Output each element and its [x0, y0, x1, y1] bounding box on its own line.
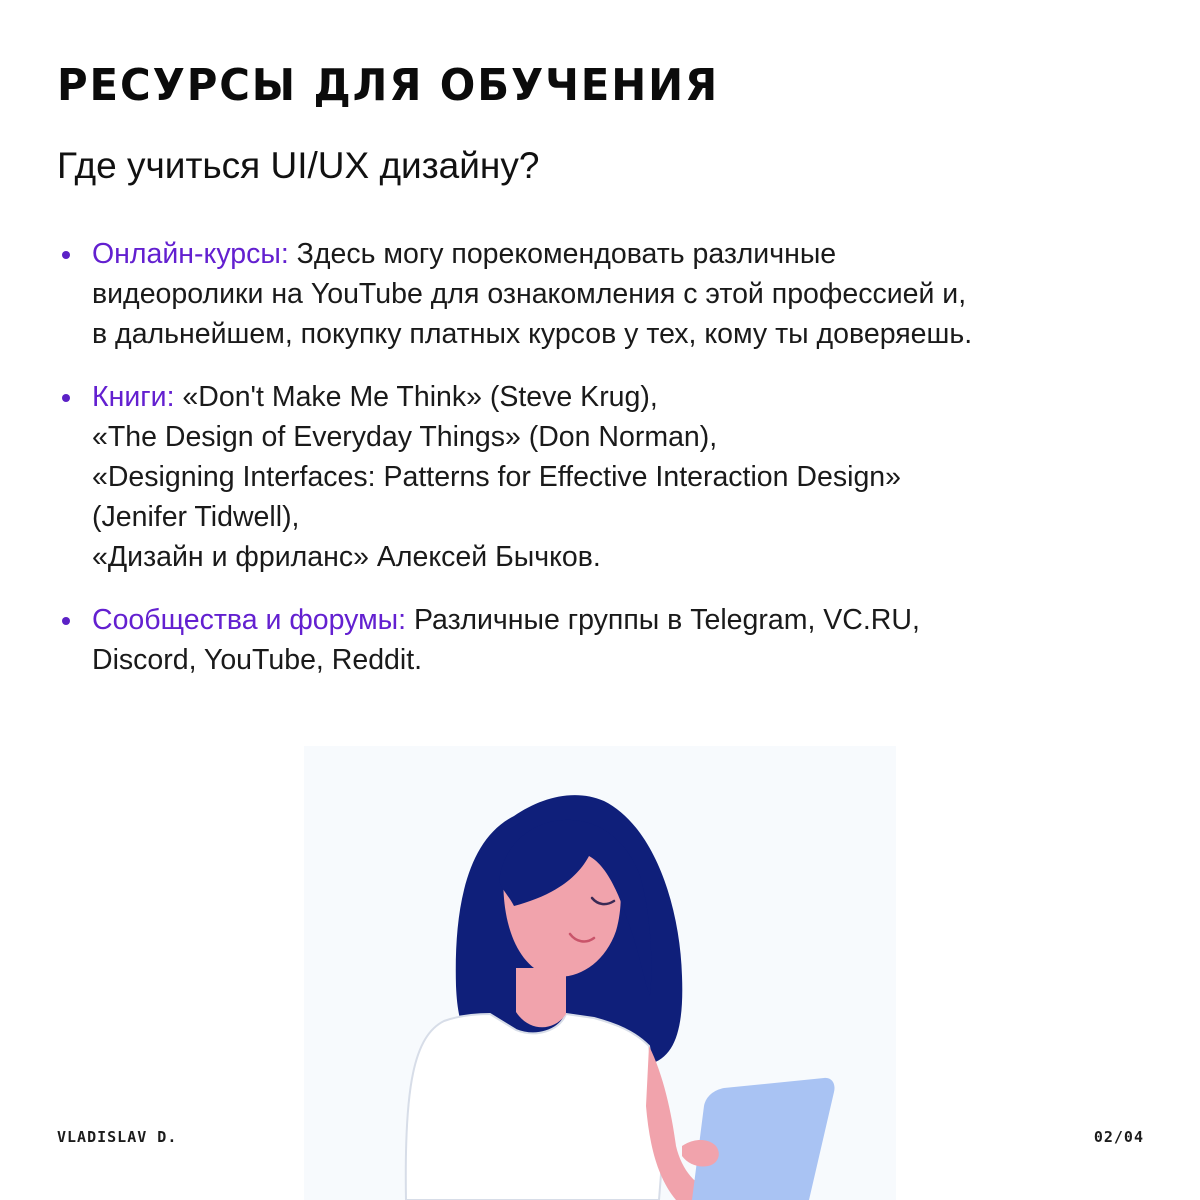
resource-line: «Designing Interfaces: Patterns for Effective Interaction Design» — [92, 461, 901, 493]
bullet-icon — [62, 251, 70, 259]
resource-line: (Jenifer Tidwell), — [92, 501, 300, 533]
resource-label: Сообщества и форумы: — [92, 604, 407, 636]
hand-shape — [682, 1140, 719, 1167]
resource-text: «Don't Make Me Think» (Steve Krug), — [174, 381, 658, 413]
resource-line — [92, 377, 1152, 417]
resource-line — [92, 600, 1152, 640]
resource-item-books — [62, 377, 1152, 577]
resource-list — [62, 234, 1152, 703]
resource-line: «The Design of Everyday Things» (Don Norman), — [92, 421, 718, 453]
resource-line — [92, 234, 1152, 274]
bullet-icon — [62, 617, 70, 625]
resource-text: Различные группы в Telegram, VC.RU, — [406, 604, 920, 636]
resource-line: «Дизайн и фриланс» Алексей Бычков. — [92, 541, 601, 573]
resource-label: Онлайн-курсы: — [92, 238, 289, 270]
resource-item-communities — [62, 600, 1152, 680]
laptop-shape — [692, 1078, 835, 1200]
resource-line: Discord, YouTube, Reddit. — [92, 644, 423, 676]
resource-label: Книги: — [92, 381, 175, 413]
resource-line: в дальнейшем, покупку платных курсов у тех, кому ты доверяешь. — [92, 318, 973, 350]
resource-line: видеоролики на YouTube для ознакомления с этой профессией и, — [92, 278, 967, 310]
page-subtitle: Где учиться UI/UX дизайну? — [57, 145, 540, 186]
author-name: VLADISLAV D. — [57, 1128, 178, 1146]
resource-text: Здесь могу порекомендовать различные — [288, 238, 837, 270]
illustration-svg — [304, 746, 896, 1200]
woman-with-laptop-illustration — [304, 746, 896, 1200]
neck-shape — [516, 968, 566, 1027]
resource-item-online-courses — [62, 234, 1152, 354]
page-title: РЕСУРСЫ ДЛЯ ОБУЧЕНИЯ — [57, 60, 720, 111]
bullet-icon — [62, 394, 70, 402]
page-counter: 02/04 — [1093, 1128, 1144, 1146]
shirt-shape — [406, 1014, 664, 1200]
